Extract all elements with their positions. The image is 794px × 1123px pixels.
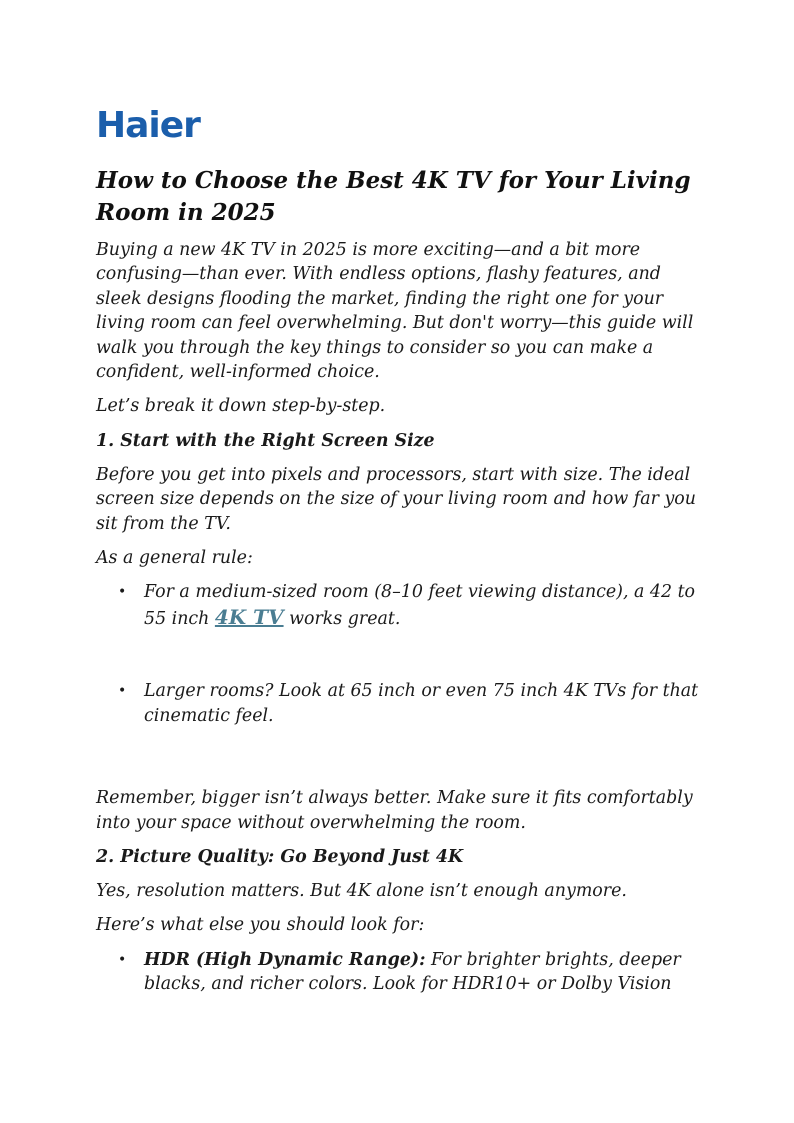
haier-logo-mark: [96, 106, 206, 142]
general-rule-paragraph: As a general rule:: [96, 548, 253, 569]
breakdown-paragraph: Let’s break it down step-by-step.: [96, 396, 386, 417]
bullet-icon: •: [118, 584, 127, 601]
article-title: How to Choose the Best 4K TV for Your Living Room in 2025: [96, 167, 691, 226]
4k-tv-link[interactable]: 4K TV: [214, 604, 284, 629]
haier-logo-text: Haier: [96, 106, 200, 142]
section-2-heading: 2. Picture Quality: Go Beyond Just 4K: [96, 846, 464, 867]
bullet-icon: •: [118, 951, 127, 968]
section-2-paragraph: Yes, resolution matters. But 4K alone isn’t enough anymore.: [96, 880, 627, 901]
spacer: [96, 728, 706, 786]
look-for-paragraph: Here’s what else you should look for:: [96, 915, 425, 936]
bullet-text-before: For a medium-sized room (8–10 feet viewing distance), a 42 to 55 inch: [144, 582, 696, 629]
screen-size-list: [96, 580, 706, 631]
section-1-paragraph: Before you get into pixels and processors, start with size. The ideal screen size depends on the size of your living room and how far you sit from the TV.: [96, 464, 696, 534]
screen-size-list-2: [96, 679, 706, 728]
bullet-text-after: works great.: [283, 608, 401, 629]
remember-paragraph: Remember, bigger isn’t always better. Make sure it fits comfortably into your space without overwhelming the room.: [96, 788, 693, 833]
list-item: [96, 679, 706, 728]
bullet-icon: •: [118, 683, 127, 700]
list-item: [96, 580, 706, 631]
hdr-term: HDR (High Dynamic Range):: [144, 949, 426, 970]
hdr-description: For brighter brights, deeper blacks, and richer colors. Look for HDR10+ or Dolby Vision: [144, 949, 681, 995]
haier-logo: [96, 106, 206, 142]
list-item: [96, 948, 706, 997]
section-1-heading: 1. Start with the Right Screen Size: [96, 430, 435, 451]
intro-paragraph: Buying a new 4K TV in 2025 is more exciting—and a bit more confusing—than ever. With endless options, flashy features, and sleek designs flooding the market, finding the right one for your living room can feel overwhelming. But don't worry—this guide will walk you through the key things to consider so you can make a confident, well-informed choice.: [96, 240, 694, 383]
bullet-text: Larger rooms? Look at 65 inch or even 75 inch 4K TVs for that cinematic feel.: [144, 681, 699, 726]
picture-quality-list: [96, 948, 706, 997]
spacer: [96, 631, 706, 679]
article-body: [96, 238, 706, 997]
